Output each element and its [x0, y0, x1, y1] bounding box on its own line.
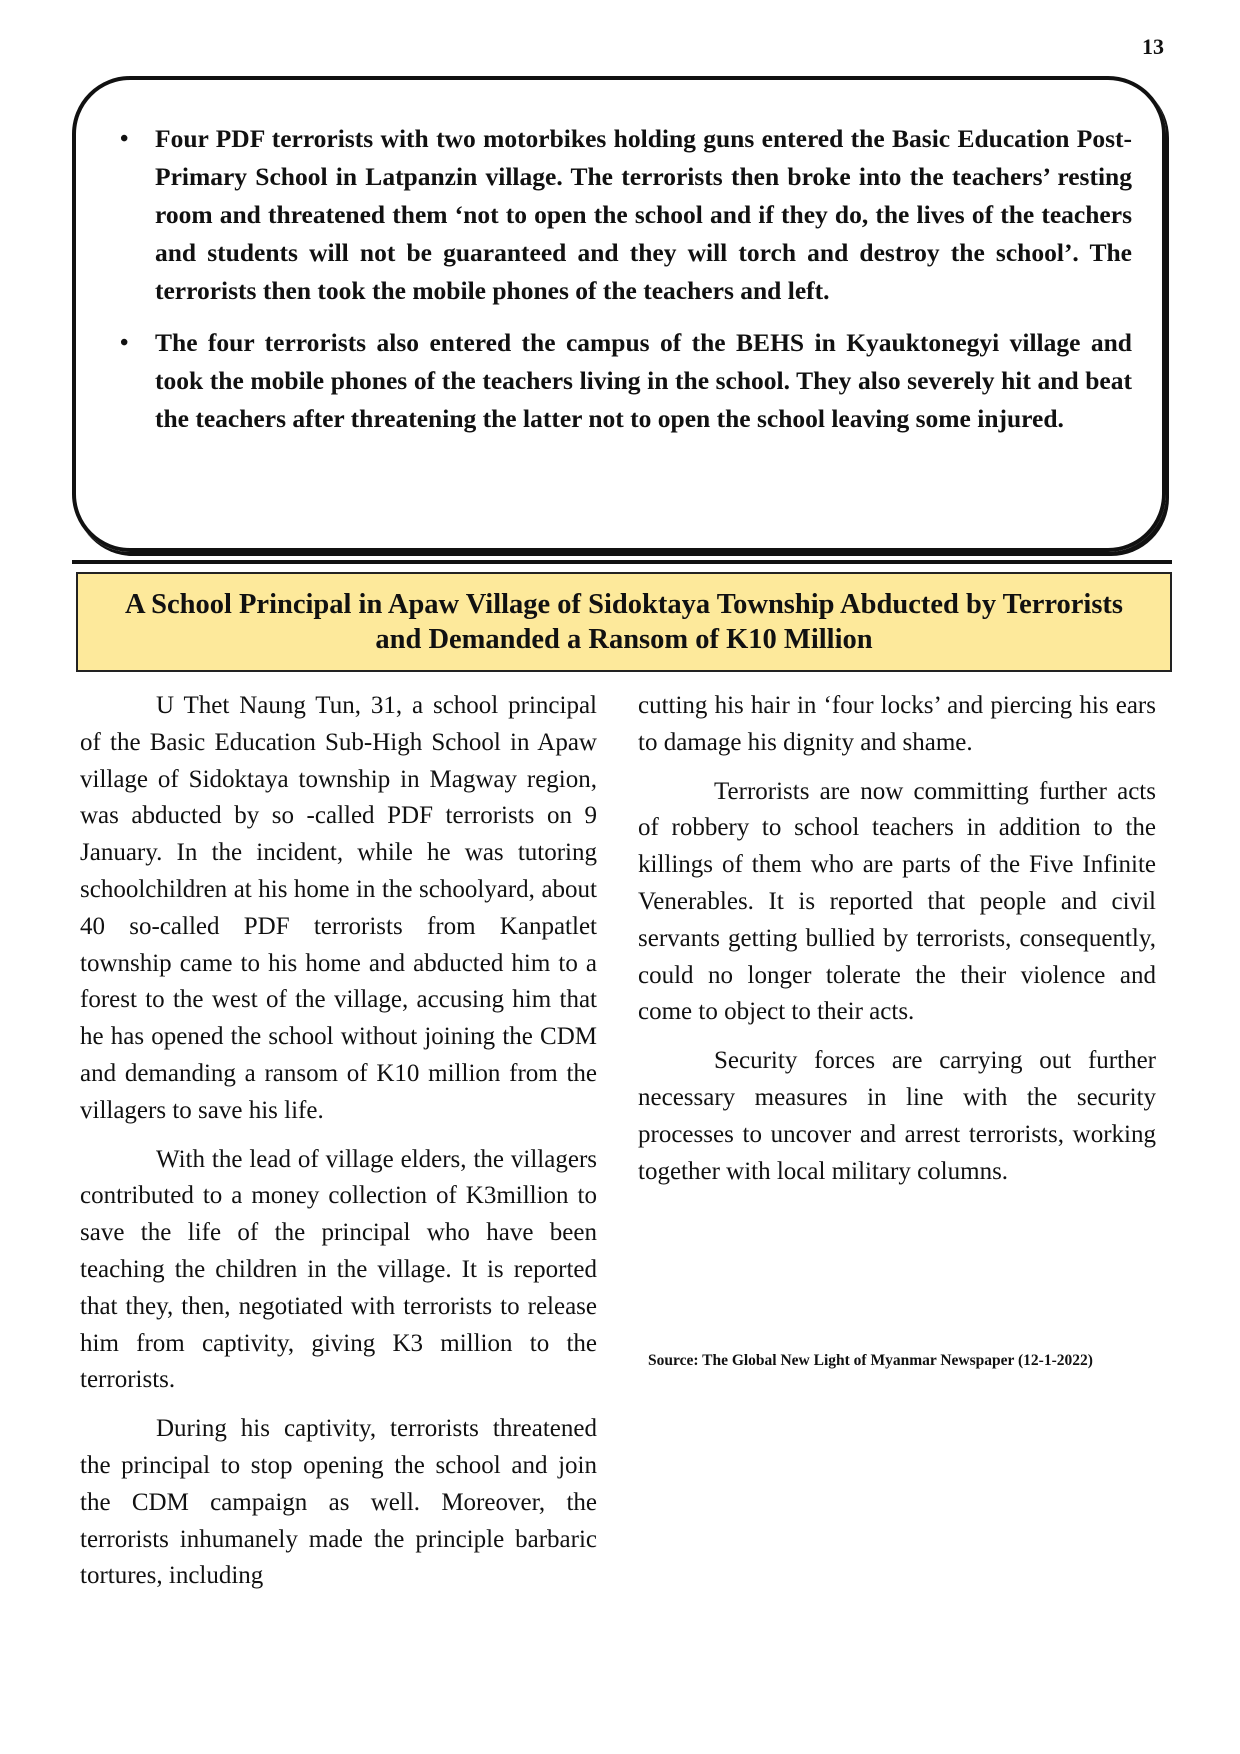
headline-box [76, 572, 1172, 672]
paragraph-security: Security forces are carrying out further necessary measures in line with the security processes to uncover and arrest terrorists, working together with local military columns. [638, 1047, 1156, 1185]
incident-bullet-box [72, 76, 1166, 552]
bullet-dot-icon: • [120, 330, 129, 356]
paragraph-ransom: With the lead of village elders, the villagers contributed to a money collection of K3million to save the life of the principal who have been teaching the children in the village. It is reported that they, then, negotiated with terrorists to release him from captivity, giving K3 million to the terrorists. [80, 1145, 597, 1394]
bullet-dot-icon: • [120, 126, 129, 152]
paragraph-captivity: During his captivity, terrorists threatened the principal to stop opening the school and join the CDM campaign as well. Moreover, the terrorists inhumanely made the principle barbaric tortures, including [80, 1415, 597, 1590]
paragraph-robbery: Terrorists are now committing further acts of robbery to school teachers in addition to the killings of them who are parts of the Five Infinite Venerables. It is reported that people and civil servants getting bullied by terrorists, consequently, could no longer tolerate the their violence and come to object to their acts. [638, 777, 1156, 1026]
bullet-list [100, 120, 1132, 438]
paragraph-abduction: U Thet Naung Tun, 31, a school principal of the Basic Education Sub-High School in Apaw village of Sidoktaya township in Magway region, was abducted by so -called PDF terrorists on 9 January. In the incident, while he was tutoring schoolchildren at his home in the schoolyard, about 40 so-called PDF terrorists from Kanpatlet township came to his home and abducted him to a forest to the west of the village, accusing him that he has opened the school without joining the CDM and demanding a ransom of K10 million from the villagers to save his life. [80, 692, 597, 1124]
article-headline: A School Principal in Apaw Village of Sidoktaya Township Abducted by Terrorists and Demanded a Ransom of K10 Million [124, 589, 1123, 655]
bullet-item-1 [100, 120, 1132, 310]
source-citation: Source: The Global New Light of Myanmar Newspaper (12-1-2022) [648, 1352, 1093, 1369]
bullet-text-2: The four terrorists also entered the campus of the BEHS in Kyauktonegyi village and took the mobile phones of the teachers living in the school. They also severely hit and beat the teachers after threatening the latter not to open the school leaving some injured. [155, 328, 1132, 433]
right-column [638, 688, 1156, 1202]
bullet-item-2 [100, 324, 1132, 438]
bullet-text-1: Four PDF terrorists with two motorbikes holding guns entered the Basic Education Post-Primary School in Latpanzin village. The terrorists then broke into the teachers’ resting room and threatened them ‘not to open the school and if they do, the lives of the teachers and students will not be guaranteed and they will torch and destroy the school’. The terrorists then took the mobile phones of the teachers and left. [155, 124, 1132, 305]
page-number: 13 [1142, 34, 1164, 59]
left-column [80, 688, 597, 1607]
paragraph-continuation: cutting his hair in ‘four locks’ and piercing his ears to damage his dignity and shame. [638, 692, 1156, 756]
section-divider [72, 560, 1172, 564]
